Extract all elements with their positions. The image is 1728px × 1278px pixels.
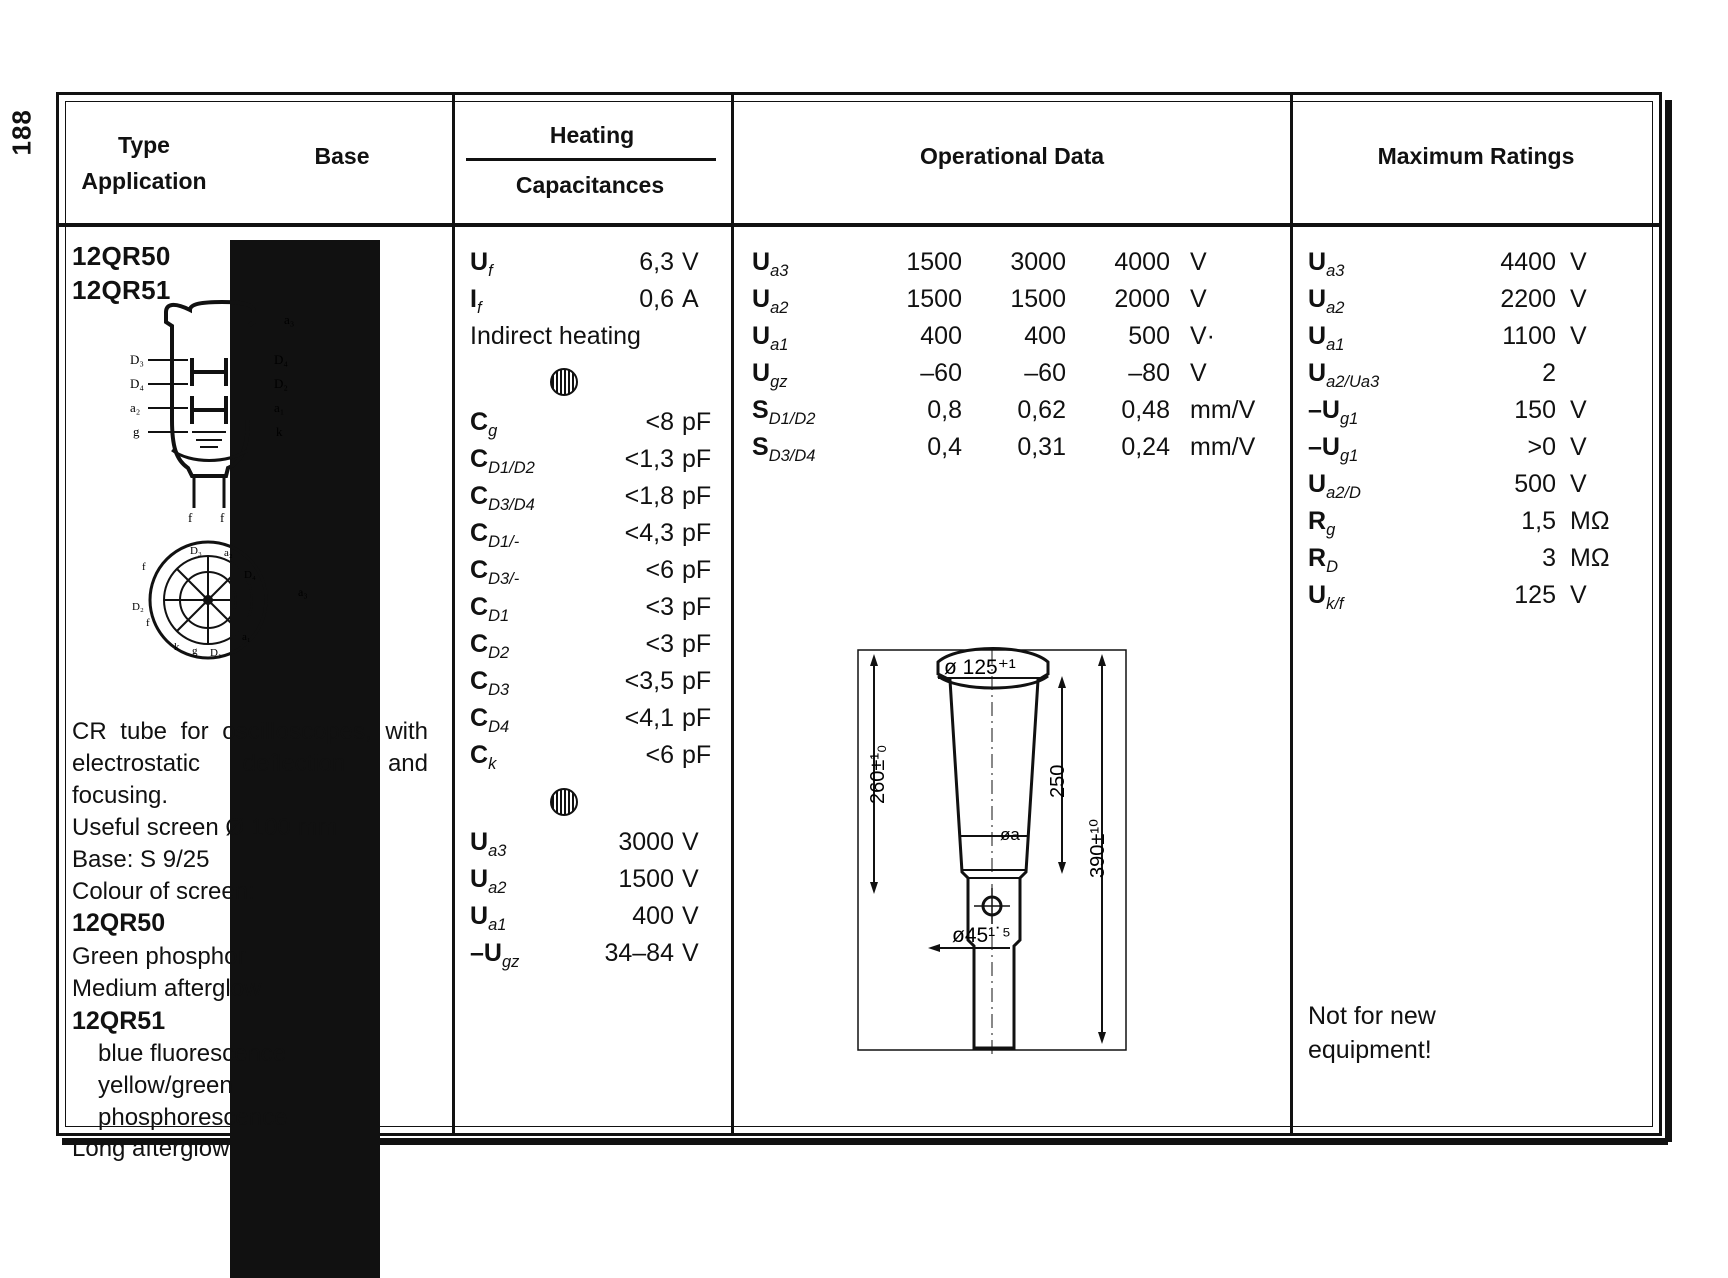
heating-unit: V — [682, 248, 699, 276]
maximum-unit: V — [1570, 322, 1587, 350]
column-header-type-application: Type Application — [81, 132, 207, 194]
desc-type-a: 12QR50 — [72, 909, 166, 938]
maximum-value: 150 — [1514, 396, 1556, 424]
operational-value-3: 500 — [1128, 322, 1170, 350]
capacitance-unit: pF — [682, 519, 712, 547]
maximum-value: 3 — [1542, 544, 1556, 572]
desc-line-2: Useful screen Ø 100 mm — [72, 813, 338, 841]
maximum-ratings-block — [1308, 248, 1638, 618]
capacitance-value: <6 — [645, 741, 674, 769]
svg-text:f: f — [142, 561, 146, 573]
maximum-symbol: $R_D$ — [1308, 544, 1338, 576]
desc-b2: yellow/green phosphorescence — [98, 1071, 288, 1131]
svg-text:ø 125⁺¹: ø 125⁺¹ — [944, 656, 1016, 679]
svg-text:390±¹⁰: 390±¹⁰ — [1087, 818, 1109, 878]
maximum-row — [1308, 507, 1638, 544]
typical-value: 1500 — [618, 865, 674, 893]
maximum-row — [1308, 433, 1638, 470]
maximum-symbol: $-U_{g1}$ — [1308, 433, 1359, 465]
maximum-unit: V — [1570, 433, 1587, 461]
operational-value-1: 0,8 — [927, 396, 962, 424]
heating-row — [470, 285, 720, 322]
heating-value: 6,3 — [639, 248, 674, 276]
desc-type-b: 12QR51 — [72, 1006, 166, 1035]
operational-value-3: 2000 — [1114, 285, 1170, 313]
maximum-row — [1308, 470, 1638, 507]
capacitance-symbol: $C_{D1}$ — [470, 593, 510, 625]
maximum-symbol: $U_{a2/Ua3}$ — [1308, 359, 1380, 391]
operational-unit: V — [1190, 359, 1207, 387]
svg-text:f: f — [220, 510, 225, 525]
typical-unit: V — [682, 865, 699, 893]
capacitance-row — [470, 630, 720, 667]
heating-unit: A — [682, 285, 699, 313]
capacitance-row — [470, 704, 720, 741]
desc-a2: Medium afterglow — [72, 974, 262, 1002]
heating-note: Indirect heating — [470, 322, 641, 350]
base-connection-diagram — [130, 300, 390, 690]
operational-value-1: –60 — [920, 359, 962, 387]
tube-outline-drawing — [840, 640, 1200, 1060]
operational-value-1: 1500 — [906, 248, 962, 276]
typical-value: 400 — [632, 902, 674, 930]
maximum-unit: MΩ — [1570, 544, 1610, 572]
maximum-value: 500 — [1514, 470, 1556, 498]
operational-unit: mm/V — [1190, 433, 1256, 461]
operational-row — [752, 359, 1272, 396]
desc-b3: Long afterglow — [72, 1135, 230, 1163]
operational-value-1: 0,4 — [927, 433, 962, 461]
capacitance-unit: pF — [682, 667, 712, 695]
operational-value-2: 3000 — [1010, 248, 1066, 276]
capacitance-value: <1,8 — [624, 482, 674, 510]
typical-symbol: $U_{a2}$ — [470, 865, 507, 897]
svg-text:260±¹₀: 260±¹₀ — [867, 744, 889, 804]
operational-symbol: $S_{D3/D4}$ — [752, 433, 816, 465]
operational-row — [752, 322, 1272, 359]
operational-value-3: 4000 — [1114, 248, 1170, 276]
capacitance-symbol: $C_{D4}$ — [470, 704, 510, 736]
svg-text:250: 250 — [1047, 764, 1069, 798]
svg-text:g: g — [192, 645, 198, 657]
svg-text:D₃: D₃ — [190, 545, 202, 557]
svg-text:a₂: a₂ — [224, 547, 233, 559]
svg-text:D₂: D₂ — [274, 376, 288, 391]
capacitance-symbol: $C_{D1/D2}$ — [470, 445, 535, 477]
capacitance-symbol: $C_k$ — [470, 741, 497, 773]
operational-value-1: 1500 — [906, 285, 962, 313]
maximum-symbol: $R_g$ — [1308, 507, 1336, 539]
operational-unit: mm/V — [1190, 396, 1256, 424]
operational-symbol: $U_{a2}$ — [752, 285, 789, 317]
capacitance-unit: pF — [682, 630, 712, 658]
obsolescence-note — [1308, 1000, 1608, 1068]
maximum-unit: V — [1570, 581, 1587, 609]
svg-text:D₂: D₂ — [132, 601, 144, 613]
type-name-2: 12QR51 — [72, 274, 171, 305]
svg-text:g: g — [133, 424, 140, 439]
operational-row — [752, 248, 1272, 285]
operational-row — [752, 433, 1272, 470]
typical-row — [470, 828, 720, 865]
typical-unit: V — [682, 902, 699, 930]
capacitance-unit: pF — [682, 593, 712, 621]
column-header-maximum-ratings: Maximum Ratings — [1377, 143, 1575, 169]
heating-row — [470, 248, 720, 285]
operational-value-2: 1500 — [1010, 285, 1066, 313]
column-rule-4 — [1290, 95, 1293, 1133]
operational-symbol: $U_{a3}$ — [752, 248, 789, 280]
maximum-unit: MΩ — [1570, 507, 1610, 535]
maximum-symbol: $U_{a2/D}$ — [1308, 470, 1361, 502]
capacitance-value: <3 — [645, 630, 674, 658]
capacitance-unit: pF — [682, 704, 712, 732]
typical-row — [470, 902, 720, 939]
capacitance-value: <4,3 — [624, 519, 674, 547]
capacitance-value: <6 — [645, 556, 674, 584]
capacitance-row — [470, 482, 720, 519]
type-name-1: 12QR50 — [72, 241, 171, 271]
capacitance-value: <4,1 — [624, 704, 674, 732]
maximum-unit: V — [1570, 470, 1587, 498]
svg-text:a₁: a₁ — [274, 400, 285, 415]
operational-value-2: 400 — [1024, 322, 1066, 350]
typical-symbol: $U_{a3}$ — [470, 828, 507, 860]
capacitance-value: <3,5 — [624, 667, 674, 695]
capacitance-section-icon — [470, 368, 720, 408]
operational-unit: V — [1190, 248, 1207, 276]
maximum-symbol: $-U_{g1}$ — [1308, 396, 1359, 428]
maximum-row — [1308, 396, 1638, 433]
typical-row — [470, 865, 720, 902]
svg-text:a₃: a₃ — [298, 585, 308, 599]
capacitance-value: <1,3 — [624, 445, 674, 473]
svg-text:D₄: D₄ — [244, 569, 256, 581]
operational-symbol: $S_{D1/D2}$ — [752, 396, 816, 428]
desc-line-1: CR tube for oscilloscopes, with electrostatic deflection and focusing. — [72, 718, 428, 809]
note-line-2: equipment! — [1308, 1035, 1432, 1064]
heating-symbol: $U_f$ — [470, 248, 493, 280]
capacitance-unit: pF — [682, 445, 712, 473]
capacitance-symbol: $C_{D1/-}$ — [470, 519, 520, 551]
typical-row — [470, 939, 720, 976]
operational-row — [752, 396, 1272, 433]
maximum-symbol: $U_{a2}$ — [1308, 285, 1345, 317]
maximum-value: >0 — [1527, 433, 1556, 461]
maximum-value: 2200 — [1500, 285, 1556, 313]
maximum-unit: V — [1570, 248, 1587, 276]
typical-unit: V — [682, 939, 699, 967]
typical-symbol: $-U_{gz}$ — [470, 939, 520, 971]
svg-text:øa: øa — [1000, 825, 1020, 844]
capacitance-symbol: $C_g$ — [470, 408, 498, 440]
column-rule-2 — [452, 95, 455, 1133]
typical-value: 34–84 — [604, 939, 674, 967]
desc-a1: Green phosphor — [72, 942, 246, 970]
capacitance-row — [470, 556, 720, 593]
capacitance-unit: pF — [682, 482, 712, 510]
operational-symbol: $U_{a1}$ — [752, 322, 789, 354]
note-line-1: Not for new — [1308, 1002, 1436, 1030]
application-description — [72, 716, 428, 1165]
heating-symbol: $I_f$ — [470, 285, 482, 317]
desc-line-3: Base: S 9/25 — [72, 845, 210, 873]
svg-text:D₃: D₃ — [130, 352, 144, 367]
maximum-symbol: $U_{a1}$ — [1308, 322, 1345, 354]
capacitance-value: <3 — [645, 593, 674, 621]
heating-value: 0,6 — [639, 285, 674, 313]
operational-value-1: 400 — [920, 322, 962, 350]
svg-text:ø45¹˙⁵: ø45¹˙⁵ — [952, 924, 1011, 947]
capacitance-row — [470, 519, 720, 556]
capacitance-symbol: $C_{D3/D4}$ — [470, 482, 535, 514]
svg-text:f: f — [146, 617, 150, 629]
maximum-value: 1100 — [1502, 322, 1556, 350]
capacitance-row — [470, 408, 720, 445]
maximum-unit: V — [1570, 285, 1587, 313]
capacitance-unit: pF — [682, 741, 712, 769]
operational-value-2: 0,31 — [1017, 433, 1066, 461]
svg-text:k: k — [276, 424, 283, 439]
maximum-value: 2 — [1542, 359, 1556, 387]
page-number: 188 — [6, 109, 37, 156]
capacitance-row — [470, 445, 720, 482]
capacitance-symbol: $C_{D3/-}$ — [470, 556, 520, 588]
capacitance-value: <8 — [645, 408, 674, 436]
operational-value-2: 0,62 — [1017, 396, 1066, 424]
maximum-value: 125 — [1514, 581, 1556, 609]
capacitance-row — [470, 741, 720, 778]
svg-text:D₄: D₄ — [130, 376, 144, 391]
operational-unit: V· — [1190, 322, 1215, 350]
capacitance-unit: pF — [682, 408, 712, 436]
svg-text:f: f — [188, 510, 193, 525]
heating-capacitances-block — [470, 248, 720, 976]
capacitance-row — [470, 667, 720, 704]
operational-row — [752, 285, 1272, 322]
typical-unit: V — [682, 828, 699, 856]
capacitance-row — [470, 593, 720, 630]
svg-text:a₃: a₃ — [284, 312, 295, 327]
maximum-unit: V — [1570, 396, 1587, 424]
capacitance-unit: pF — [682, 556, 712, 584]
maximum-row — [1308, 322, 1638, 359]
frame-shadow-right — [1665, 100, 1672, 1142]
maximum-row — [1308, 285, 1638, 322]
maximum-row — [1308, 581, 1638, 618]
maximum-row — [1308, 248, 1638, 285]
column-header-heating: Heating — [549, 122, 635, 148]
typical-value: 3000 — [618, 828, 674, 856]
capacitance-symbol: $C_{D2}$ — [470, 630, 510, 662]
type-names — [72, 240, 222, 308]
svg-text:a₂: a₂ — [130, 400, 141, 415]
capacitance-symbol: $C_{D3}$ — [470, 667, 510, 699]
svg-text:D₄: D₄ — [274, 352, 288, 367]
column-header-capacitances: Capacitances — [515, 172, 665, 198]
typical-section-icon — [470, 778, 720, 828]
desc-line-4: Colour of screen: — [72, 877, 255, 905]
svg-text:D₁: D₁ — [210, 647, 222, 659]
column-rule-3 — [731, 95, 734, 1133]
operational-value-3: –80 — [1128, 359, 1170, 387]
operational-value-3: 0,24 — [1121, 433, 1170, 461]
maximum-row — [1308, 544, 1638, 581]
maximum-row — [1308, 359, 1638, 396]
operational-unit: V — [1190, 285, 1207, 313]
maximum-value: 1,5 — [1521, 507, 1556, 535]
column-header-operational-data: Operational Data — [919, 143, 1105, 169]
desc-b1: blue fluorescence — [98, 1039, 287, 1067]
heating-underline — [466, 158, 716, 161]
header-rule — [59, 223, 1659, 227]
typical-symbol: $U_{a1}$ — [470, 902, 507, 934]
maximum-symbol: $U_{a3}$ — [1308, 248, 1345, 280]
svg-text:k: k — [174, 641, 180, 653]
maximum-value: 4400 — [1500, 248, 1556, 276]
operational-value-2: –60 — [1024, 359, 1066, 387]
svg-text:a₁: a₁ — [242, 631, 251, 643]
operational-symbol: $U_{gz}$ — [752, 359, 788, 391]
operational-data-block — [752, 248, 1272, 470]
column-header-base: Base — [314, 143, 370, 169]
maximum-symbol: $U_{k/f}$ — [1308, 581, 1344, 613]
operational-value-3: 0,48 — [1121, 396, 1170, 424]
